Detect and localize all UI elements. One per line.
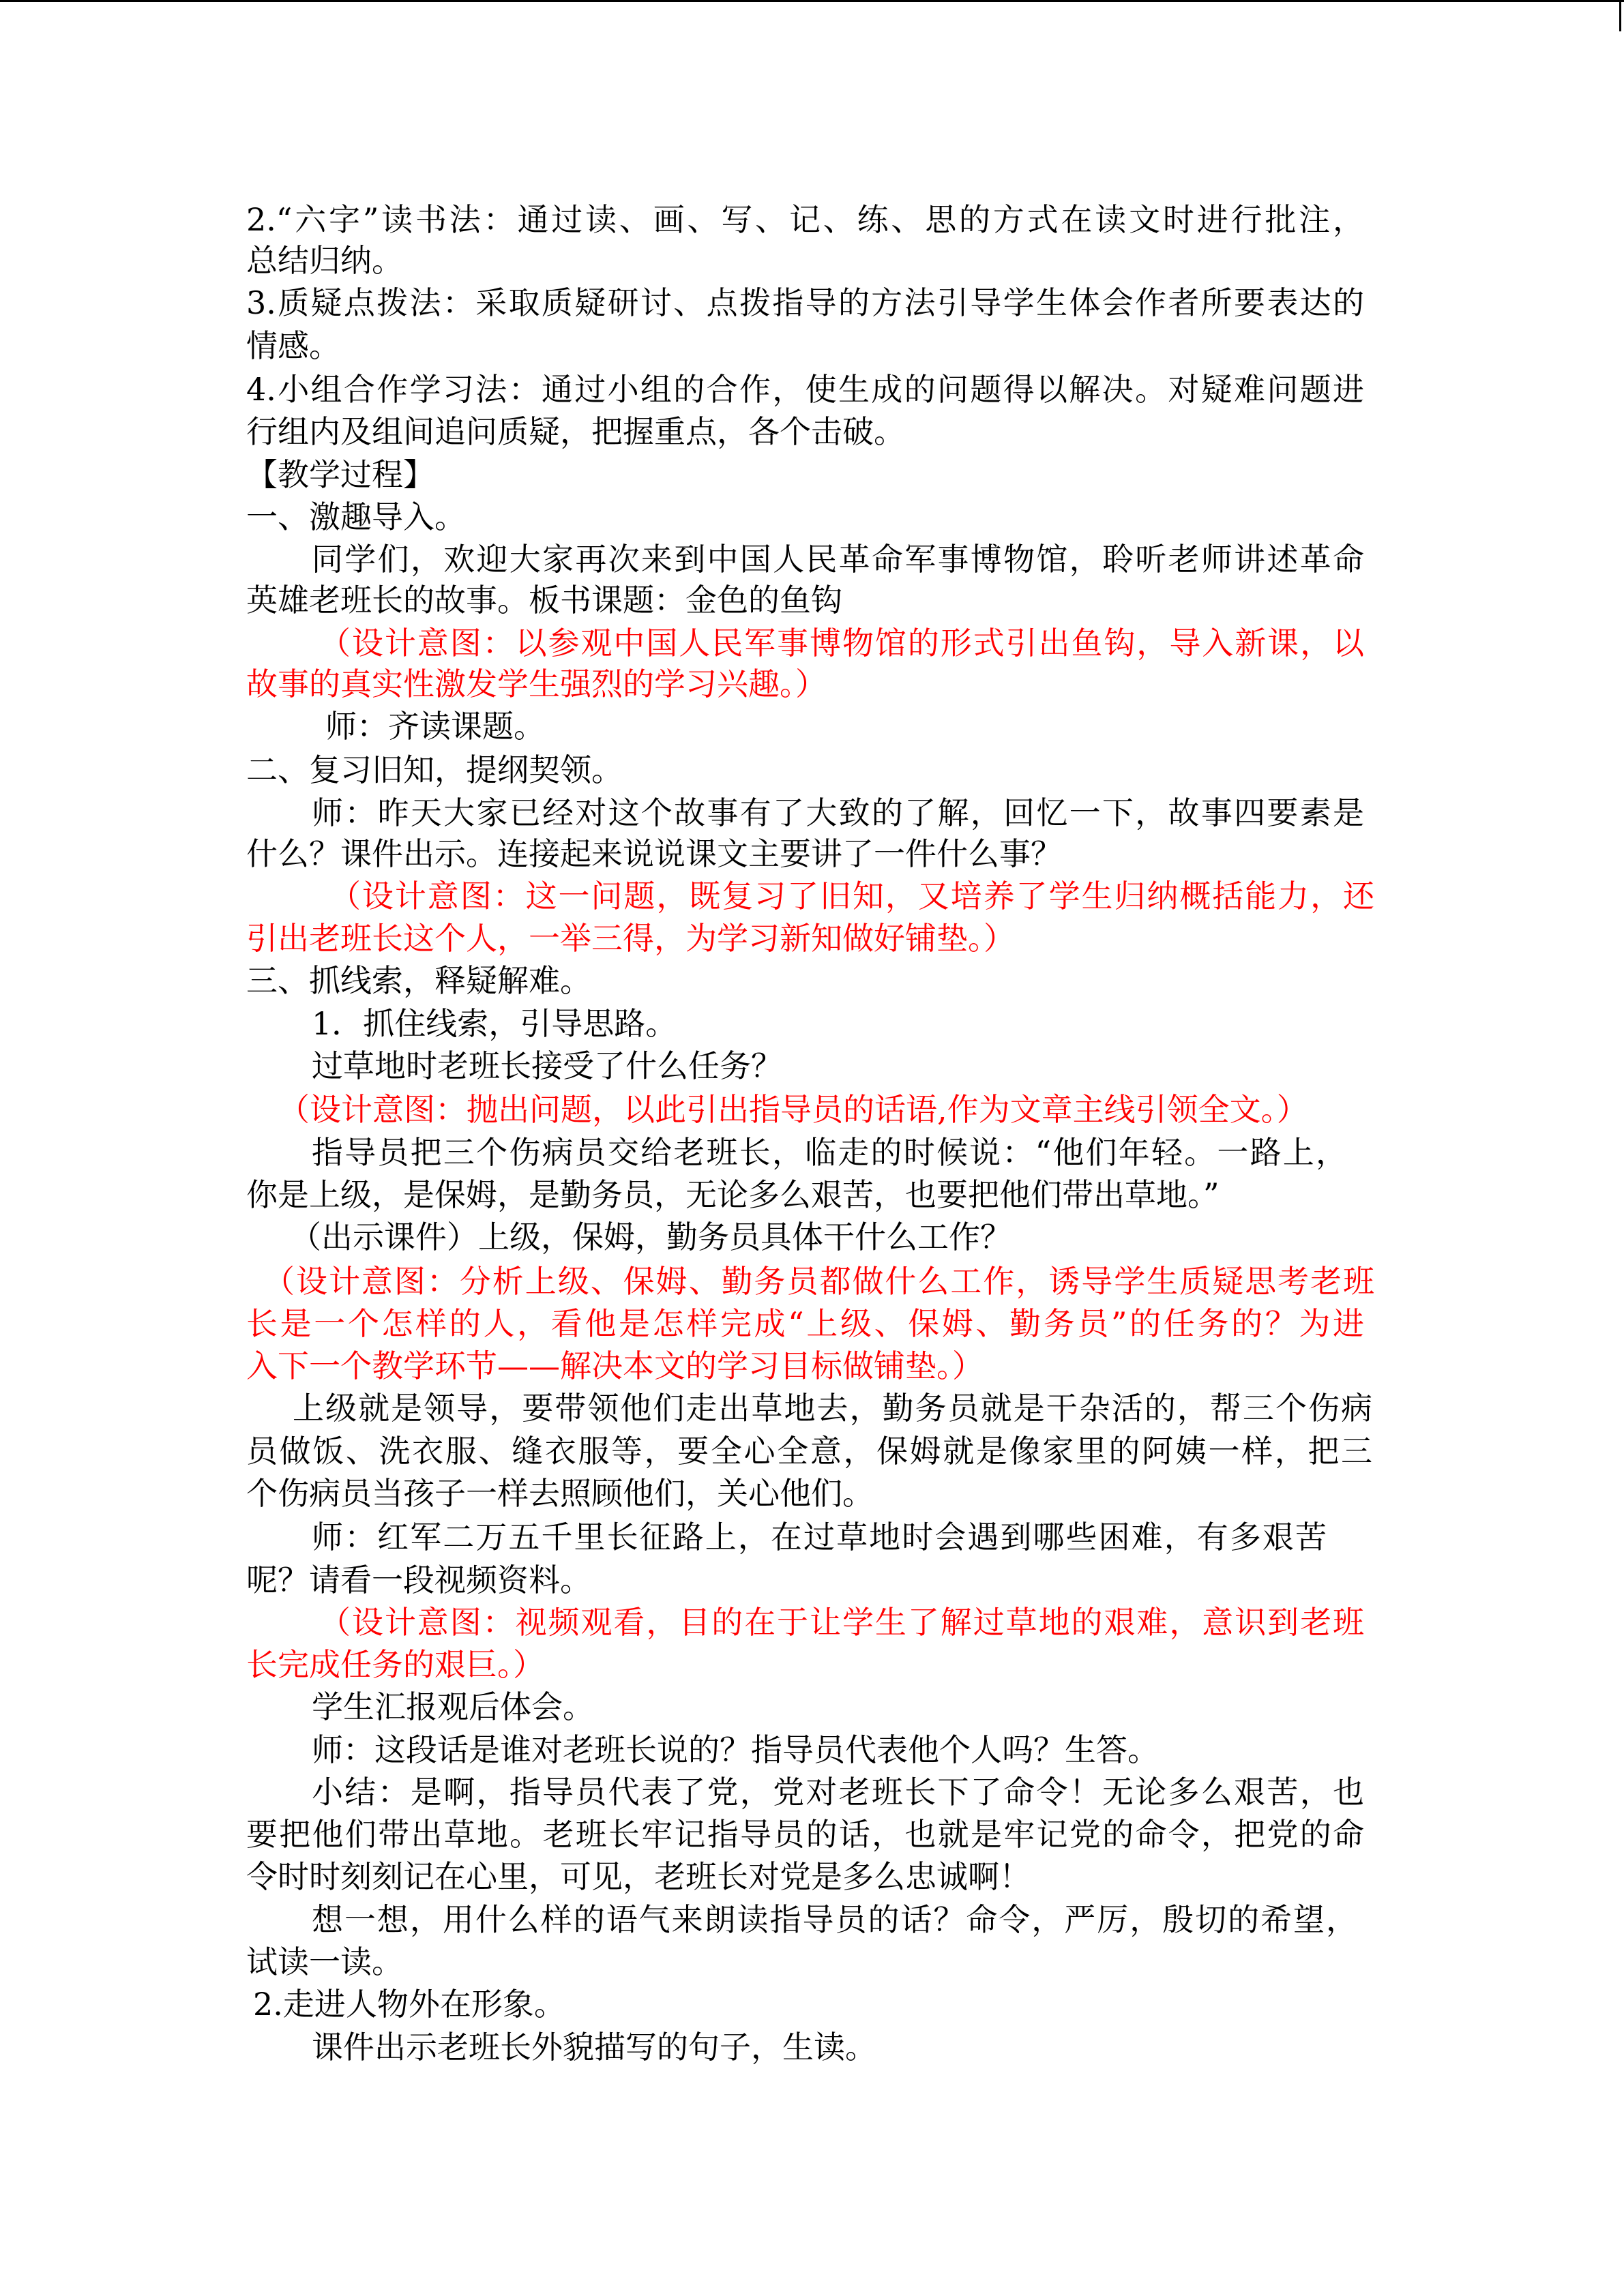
paragraph-line: 员做饭、洗衣服、缝衣服等，要全心全意，保姆就是像家里的阿姨一样，把三 [246,1433,1372,1470]
subsection-heading: 1．抓住线索，引导思路。 [312,1005,677,1042]
paragraph-line: 什么？课件出示。连接起来说说课文主要讲了一件什么事？ [246,835,1062,872]
design-intent-note: 故事的真实性激发学生强烈的学习兴趣。） [246,666,827,702]
paragraph-line: 学生汇报观后体会。 [312,1688,594,1725]
section-heading: 一、激趣导入。 [246,498,466,535]
paragraph-line: 试读一读。 [246,1943,403,1980]
paragraph-line: 英雄老班长的故事。板书课题：金色的鱼钩 [246,582,842,618]
method-item-continuation: 总结归纳。 [246,242,403,279]
paragraph-line: 同学们，欢迎大家再次来到中国人民革命军事博物馆，聆听老师讲述革命 [312,541,1364,578]
design-intent-note: 长是一个怎样的人，看他是怎样完成“上级、保姆、勤务员”的任务的？为进 [246,1305,1364,1342]
design-intent-note: （设计意图：这一问题，既复习了旧知，又培养了学生归纳概括能力，还 [329,878,1374,914]
paragraph-line: 师：齐读课题。 [325,708,545,745]
method-item-continuation: 行组内及组间追问质疑，把握重点，各个击破。 [246,413,905,450]
paragraph-line: 师：昨天大家已经对这个故事有了大致的了解，回忆一下，故事四要素是 [312,794,1364,831]
paragraph-line: 小结：是啊，指导员代表了党，党对老班长下了命令！无论多么艰苦，也 [312,1774,1364,1810]
subsection-heading: 2.走进人物外在形象。 [253,1986,565,2023]
paragraph-line: 你是上级，是保姆，是勤务员，无论多么艰苦，也要把他们带出草地。” [246,1176,1220,1213]
design-intent-note: 入下一个教学环节——解决本文的学习目标做铺垫。） [246,1347,984,1384]
paragraph-line: 师：这段话是谁对老班长说的？指导员代表他个人吗？生答。 [312,1731,1159,1768]
section-heading: 二、复习旧知，提纲契领。 [246,751,623,788]
paragraph-line: （出示课件）上级，保姆，勤务员具体干什么工作？ [290,1219,1012,1255]
method-item: 4.小组合作学习法：通过小组的合作，使生成的问题得以解决。对疑难问题进 [246,371,1364,408]
page-border-top [0,0,1624,2]
paragraph-line: 个伤病员当孩子一样去照顾他们，关心他们。 [246,1475,874,1512]
method-item: 3.质疑点拨法：采取质疑研讨、点拨指导的方法引导学生体会作者所要表达的 [246,284,1364,321]
method-item-continuation: 情感。 [246,327,340,364]
paragraph-line: 想一想，用什么样的语气来朗读指导员的话？命令，严厉，殷切的希望， [312,1901,1357,1938]
design-intent-note: （设计意图：视频观看，目的在于让学生了解过草地的艰难，意识到老班 [319,1604,1364,1641]
method-item: 2.“六字”读书法：通过读、画、写、记、练、思的方式在读文时进行批注， [246,201,1364,238]
paragraph-line: 师：红军二万五千里长征路上，在过草地时会遇到哪些困难，有多艰苦 [312,1519,1327,1555]
page-border-right [1619,0,1621,31]
paragraph-line: 要把他们带出草地。老班长牢记指导员的话，也就是牢记党的命令，把党的命 [246,1816,1364,1853]
paragraph-line: 课件出示老班长外貌描写的句子，生读。 [312,2029,876,2066]
section-heading: 三、抓线索，释疑解难。 [246,962,591,999]
design-intent-note: （设计意图：以参观中国人民军事博物馆的形式引出鱼钩，导入新课，以 [319,625,1364,661]
paragraph-line: 令时时刻刻记在心里，可见，老班长对党是多么忠诚啊！ [246,1858,1031,1895]
paragraph-line: 过草地时老班长接受了什么任务？ [312,1047,782,1084]
paragraph-line: 上级就是领导，要带领他们走出草地去，勤务员就是干杂活的，帮三个伤病 [293,1390,1372,1427]
paragraph-line: 指导员把三个伤病员交给老班长，临走的时候说：“他们年轻。一路上， [312,1134,1347,1171]
design-intent-note: （设计意图：抛出问题，以此引出指导员的话语,作为文章主线引领全文。） [278,1091,1308,1128]
section-title: 【教学过程】 [246,456,434,493]
design-intent-note: （设计意图：分析上级、保姆、勤务员都做什么工作，诱导学生质疑思考老班 [263,1263,1374,1300]
paragraph-line: 呢？请看一段视频资料。 [246,1562,591,1598]
design-intent-note: 长完成任务的艰巨。） [246,1646,544,1683]
design-intent-note: 引出老班长这个人，一举三得，为学习新知做好铺垫。） [246,920,1015,957]
